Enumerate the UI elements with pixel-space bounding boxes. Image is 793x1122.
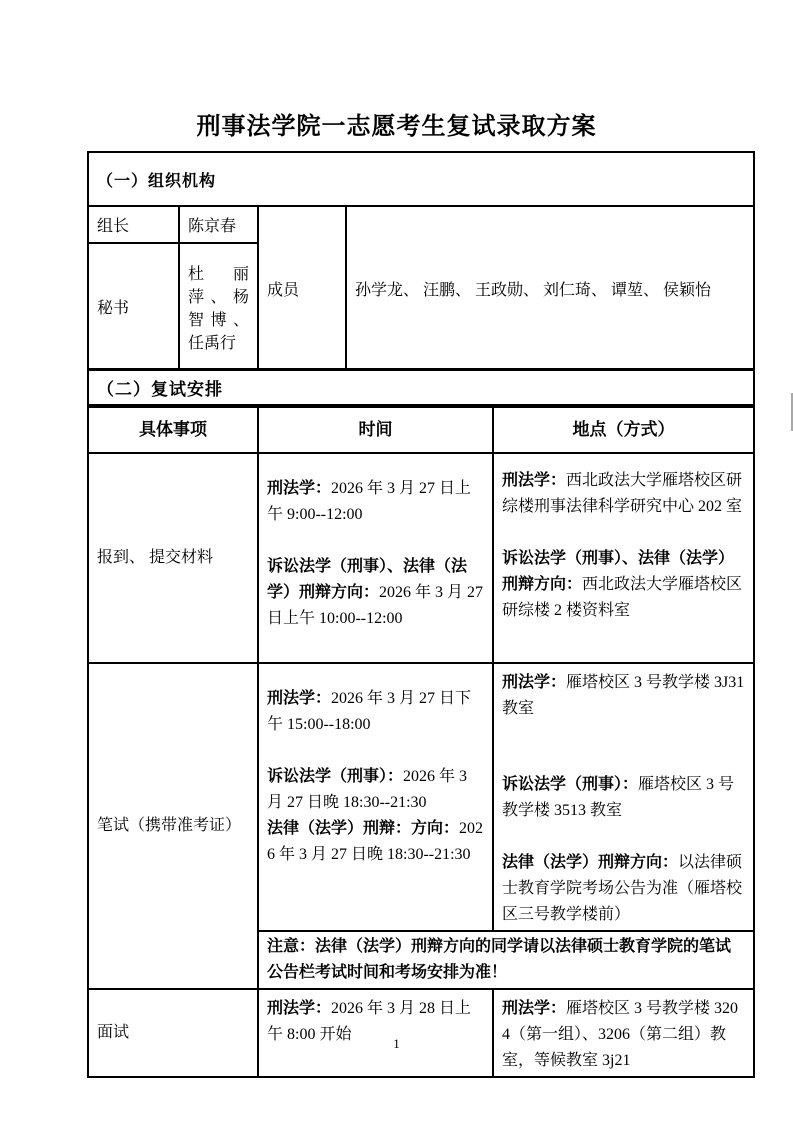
subject-lead: 刑法学： [267, 1000, 332, 1017]
place-paragraph [502, 996, 745, 1074]
subject-lead: 法律（法学）刑辩：方向： [267, 820, 460, 837]
leader-name: 陈京春 [179, 206, 258, 243]
schedule-table [87, 406, 755, 1078]
table-row-written-exam [88, 663, 754, 931]
place-paragraph [502, 546, 745, 624]
subject-lead: 诉讼法学（刑事）： [502, 776, 639, 793]
written-exam-item: 笔试（携带准考证） [88, 663, 258, 989]
leader-label: 组长 [88, 206, 179, 243]
subject-lead: 诉讼法学（刑事）： [267, 768, 404, 785]
table-row-checkin [88, 453, 754, 663]
document-title: 刑事法学院一志愿考生复试录取方案 [196, 113, 597, 141]
members-label: 成员 [258, 206, 346, 370]
subject-lead: 刑法学： [502, 674, 567, 691]
checkin-item: 报到、 提交材料 [88, 453, 258, 663]
place-text: 雁塔校区 3 号教学楼 3513 教室 [502, 776, 735, 819]
place-text: 西北政法大学雁塔校区研综楼刑事法律科学研究中心 202 室 [502, 472, 743, 515]
time-text: 2026 年 3 月 28 日上午 8:00 开始 [267, 1000, 472, 1043]
place-paragraph [502, 850, 745, 928]
table-row [88, 206, 754, 243]
written-exam-note: 注意：法律（法学）刑辩方向的同学请以法律硕士教育学院的笔试公告栏考试时间和考场安排为准！ [258, 931, 754, 989]
place-text: 雁塔校区 3 号教学楼 3J31 教室 [502, 674, 745, 717]
place-text: 西北政法大学雁塔校区研综楼 2 楼资料室 [502, 576, 743, 619]
time-text: 2026 年 3 月 27 日晚 18:30--21:30 [267, 768, 468, 811]
place-paragraph [502, 468, 745, 520]
time-text: 2026 年 3 月 27 日晚 18:30--21:30 [267, 820, 484, 863]
table-row [88, 369, 754, 405]
written-exam-time-cell [258, 663, 493, 931]
secretary-label: 秘书 [88, 243, 179, 370]
subject-lead: 刑法学： [267, 690, 332, 707]
checkin-time-cell [258, 453, 493, 663]
time-text: 2026 年 3 月 27 日上午 9:00--12:00 [267, 480, 472, 523]
column-header-item: 具体事项 [88, 407, 258, 453]
place-text: 雁塔校区 3 号教学楼 3204（第一组）、3206（第二组）教室，等候教室 3j21 [502, 1000, 739, 1069]
time-text: 2026 年 3 月 27 日上午 10:00--12:00 [267, 584, 484, 627]
subject-lead: 法律（法学）刑辩方向： [502, 854, 679, 871]
interview-item: 面试 [88, 989, 258, 1077]
subject-lead: 刑法学： [267, 480, 332, 497]
members-names: 孙学龙、 汪鹏、 王政勋、 刘仁琦、 谭堃、 侯颖怡 [346, 206, 754, 370]
place-text: 以法律硕士教育学院考场公告为准（雁塔校区三号教学楼前） [502, 854, 743, 923]
schedule-heading-table [87, 368, 755, 406]
table-row-interview [88, 989, 754, 1077]
column-header-place: 地点（方式） [493, 407, 754, 453]
interview-time-cell [258, 989, 493, 1077]
place-paragraph [502, 670, 745, 722]
table-header-row [88, 407, 754, 453]
section-heading-organization: （一）组织机构 [88, 152, 754, 206]
subject-lead: 诉讼法学（刑事）、法律（法学）刑辩方向： [267, 558, 468, 601]
subject-lead: 刑法学： [502, 472, 567, 489]
time-paragraph [267, 816, 484, 868]
time-text: 2026 年 3 月 27 日下午 15:00--18:00 [267, 690, 472, 733]
table-row [88, 152, 754, 206]
time-paragraph [267, 476, 484, 528]
time-paragraph [267, 554, 484, 632]
page-number: 1 [393, 1036, 400, 1051]
subject-lead: 诉讼法学（刑事）、法律（法学）刑辩方向： [502, 550, 735, 593]
subject-lead: 刑法学： [502, 1000, 567, 1017]
checkin-place-cell [493, 453, 754, 663]
section-heading-schedule: （二）复试安排 [88, 369, 754, 405]
time-paragraph [267, 764, 484, 816]
column-header-time: 时间 [258, 407, 493, 453]
secretary-names: 杜丽萍、杨智博、任禹行 [179, 243, 258, 370]
organization-table [87, 151, 755, 371]
interview-place-cell [493, 989, 754, 1077]
place-paragraph [502, 772, 745, 824]
written-exam-place-cell [493, 663, 754, 931]
time-paragraph [267, 686, 484, 738]
